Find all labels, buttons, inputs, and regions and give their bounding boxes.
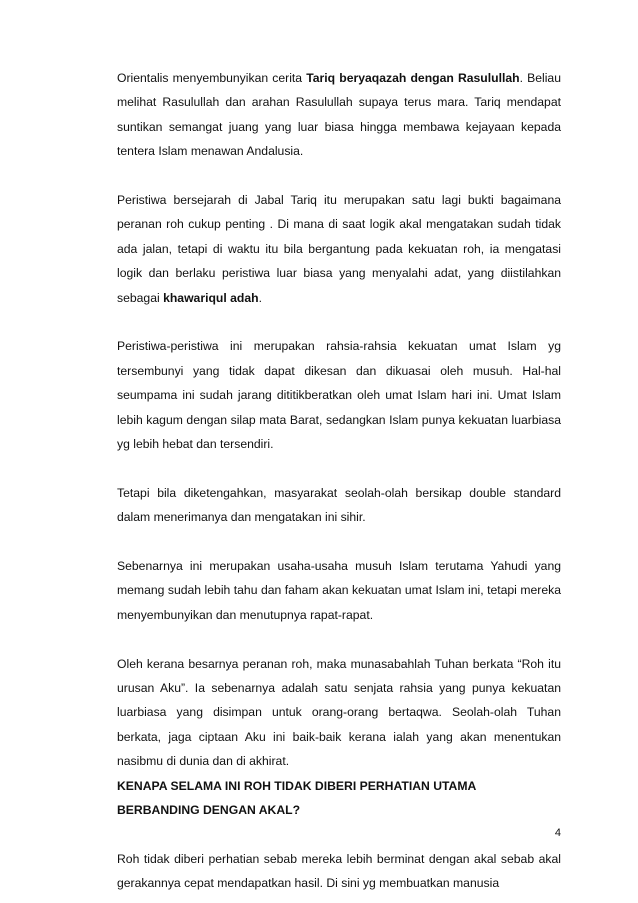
section-heading-line-2: BERBANDING DENGAN AKAL? [117, 803, 301, 818]
document-body [117, 66, 561, 896]
paragraph-roh-urusan-aku: Oleh kerana besarnya peranan roh, maka munasabahlah Tuhan berkata “Roh itu urusan Aku”. Ia sebenarnya adalah satu senjata rahsia yang punya kekuatan luarbiasa yang disimpan untuk orang-orang bertaqwa. Seolah-olah Tuhan berkata, jaga ciptaan Aku ini baik-baik kerana ialah yang akan menentukan nasibmu di dunia dan di akhirat. [117, 656, 561, 769]
paragraph-roh-tidak-diberi-perhatian: Roh tidak diberi perhatian sebab mereka lebih berminat dengan akal sebab akal gerakannya cepat mendapatkan hasil. Di sini yg membuatkan manusia [117, 851, 561, 891]
paragraph-double-standard: Tetapi bila diketengahkan, masyarakat seolah-olah bersikap double standard dalam menerimanya dan mengatakan ini sihir. [117, 485, 561, 525]
paragraph-2-bold-term: khawariqul adah [163, 290, 259, 305]
paragraph-1-text-end: . Beliau melihat Rasulullah dan arahan Rasulullah supaya terus mara. Tariq mendapat suntikan semangat juang yang luar biasa hingga membawa kejayaan kepada tentera Islam menawan Andalusia. [117, 71, 561, 159]
paragraph-rahsia-kekuatan: Peristiwa-peristiwa ini merupakan rahsia-rahsia kekuatan umat Islam yg tersembunyi yang tidak dapat dikesan dan dikuasai oleh musuh. Hal-hal seumpama ini sudah jarang dititikberatkan oleh umat Islam hari ini. Umat Islam lebih kagum dengan silap mata Barat, sedangkan Islam punya kekuatan luarbiasa yg lebih hebat dan tersendiri. [117, 339, 561, 452]
paragraph-2-text-end: . [258, 290, 262, 305]
paragraph-jabal-tariq [117, 188, 561, 310]
paragraph-usaha-musuh: Sebenarnya ini merupakan usaha-usaha musuh Islam terutama Yahudi yang memang sudah lebih tahu dan faham akan kekuatan umat Islam ini, tetapi mereka menyembunyikan dan menutupnya rapat-rapat. [117, 559, 561, 622]
paragraph-2-text-start: Peristiwa bersejarah di Jabal Tariq itu merupakan satu lagi bukti bagaimana peranan roh cukup penting . Di mana di saat logik akal mengatakan sudah tidak ada jalan, tetapi di waktu itu bila bergantung pada kekuatan roh, ia mengatasi logik dan berlaku peristiwa luar biasa yang menyalahi adat, yang diistilahkan sebagai [117, 193, 561, 305]
paragraph-tariq-beryaqazah [117, 66, 561, 164]
paragraph-1-bold-phrase: Tariq beryaqazah dengan Rasulullah [306, 71, 520, 85]
section-heading-line-1: KENAPA SELAMA INI ROH TIDAK DIBERI PERHATIAN UTAMA [117, 778, 477, 793]
page-number: 4 [554, 827, 561, 839]
paragraph-1-text-start: Orientalis menyembunyikan cerita [117, 71, 307, 85]
